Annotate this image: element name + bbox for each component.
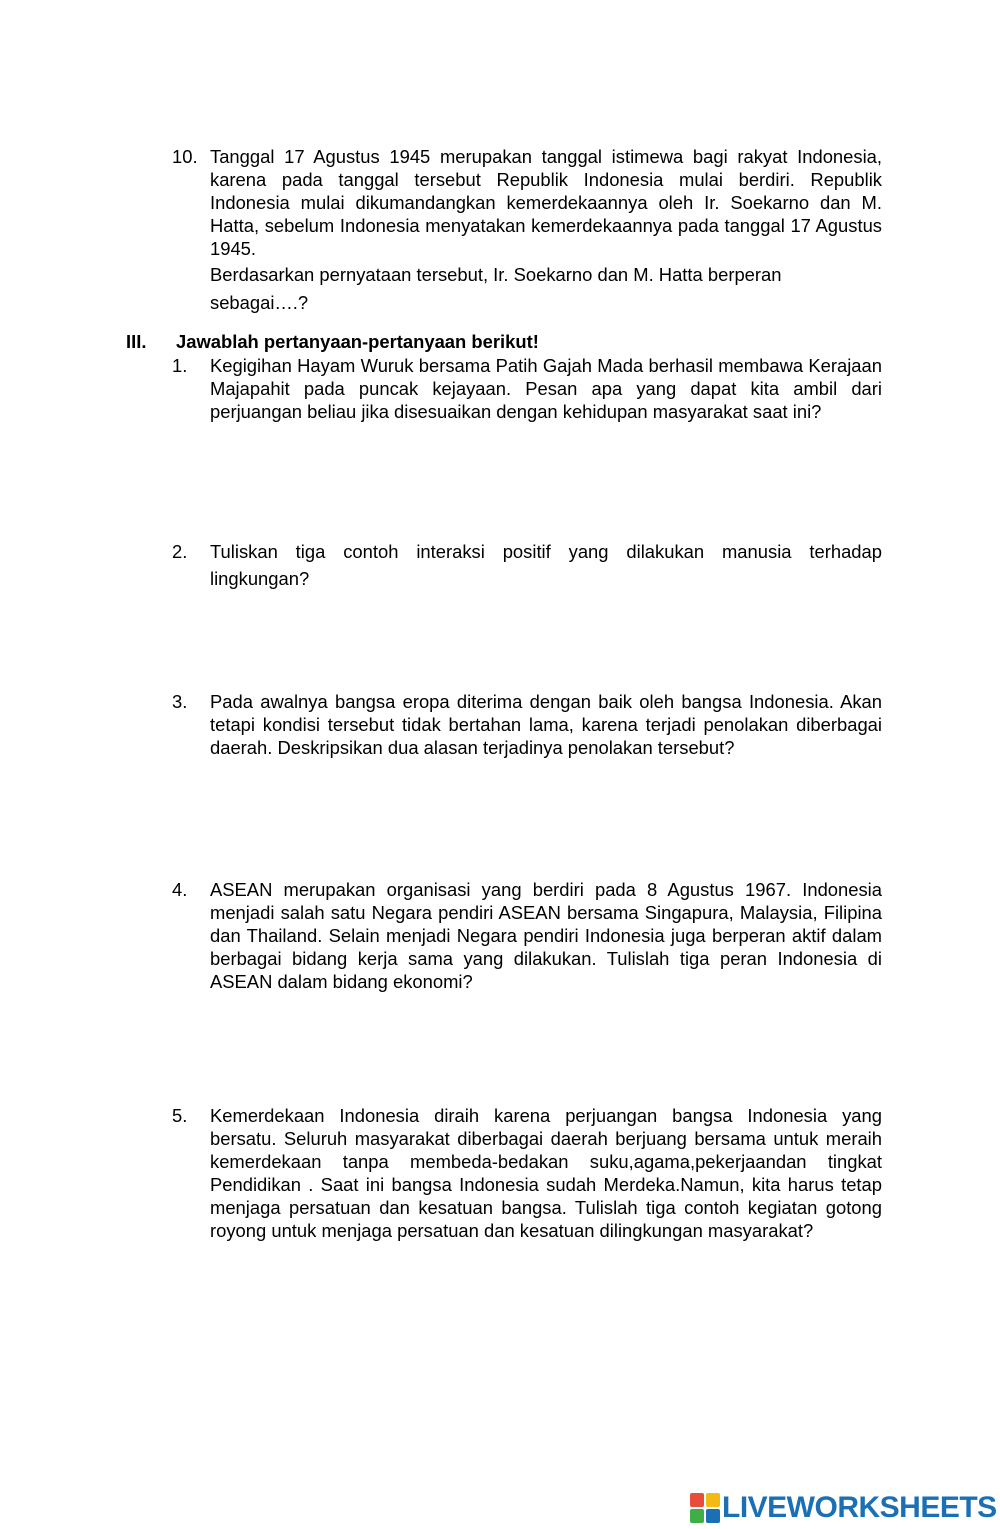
question-text: Kemerdekaan Indonesia diraih karena perjuangan bangsa Indonesia yang bersatu. Seluruh masyarakat diberbagai daerah berjuang bersama untuk meraih kemerdekaan tanpa membeda-bedakan suku,agama,pekerjaandan tingkat Pendidikan . Saat ini bangsa Indonesia sudah Merdeka.Namun, kita harus tetap menjaga persatuan dan kesatuan bangsa. Tulislah tiga contoh kegiatan gotong royong untuk menjaga persatuan dan kesatuan dilingkungan masyarakat? [210, 1105, 882, 1241]
liveworksheets-logo [690, 1491, 997, 1525]
question-item [172, 1104, 882, 1242]
question-number: 3. [172, 691, 188, 712]
section-title: Jawablah pertanyaan-pertanyaan berikut! [176, 331, 539, 352]
question-number: 2. [172, 541, 188, 562]
question-item [172, 878, 882, 993]
question-text: ASEAN merupakan organisasi yang berdiri pada 8 Agustus 1967. Indonesia menjadi salah satu Negara pendiri ASEAN bersama Singapura, Malaysia, Filipina dan Thailand. Selain menjadi Negara pendiri Indonesia juga berperan aktif dalam berbagai bidang kerja sama yang dilakukan. Tulislah tiga peran Indonesia di ASEAN dalam bidang ekonomi? [210, 879, 882, 992]
liveworksheets-logo-icon [690, 1493, 720, 1523]
question-text: Pada awalnya bangsa eropa diterima dengan baik oleh bangsa Indonesia. Akan tetapi kondisi tersebut tidak bertahan lama, karena terjadi penolakan diberbagai daerah. Deskripsikan dua alasan terjadinya penolakan tersebut? [210, 691, 882, 758]
question-number: 1. [172, 355, 188, 376]
question-10 [172, 145, 882, 317]
question-item [172, 354, 882, 423]
section-numeral: III. [126, 331, 147, 352]
question-item [172, 690, 882, 759]
question-prompt: Berdasarkan pernyataan tersebut, Ir. Soekarno dan M. Hatta berperan sebagai….? [210, 264, 782, 313]
question-text: Tanggal 17 Agustus 1945 merupakan tanggal istimewa bagi rakyat Indonesia, karena pada tanggal tersebut Republik Indonesia mulai berdiri. Republik Indonesia mulai dikumandangkan kemerdekaannya oleh Ir. Soekarno dan M. Hatta, sebelum Indonesia menyatakan kemerdekaannya pada tanggal 17 Agustus 1945. [210, 146, 882, 259]
question-item [172, 538, 882, 592]
question-text: Kegigihan Hayam Wuruk bersama Patih Gajah Mada berhasil membawa Kerajaan Majapahit pada puncak kejayaan. Pesan apa yang dapat kita ambil dari perjuangan beliau jika disesuaikan dengan kehidupan masyarakat saat ini? [210, 355, 882, 422]
question-text: Tuliskan tiga contoh interaksi positif yang dilakukan manusia terhadap lingkungan? [210, 541, 882, 589]
question-number: 4. [172, 879, 188, 900]
logo-text: LIVEWORKSHEETS [722, 1491, 997, 1524]
question-number: 5. [172, 1105, 188, 1126]
question-number: 10. [172, 146, 198, 167]
